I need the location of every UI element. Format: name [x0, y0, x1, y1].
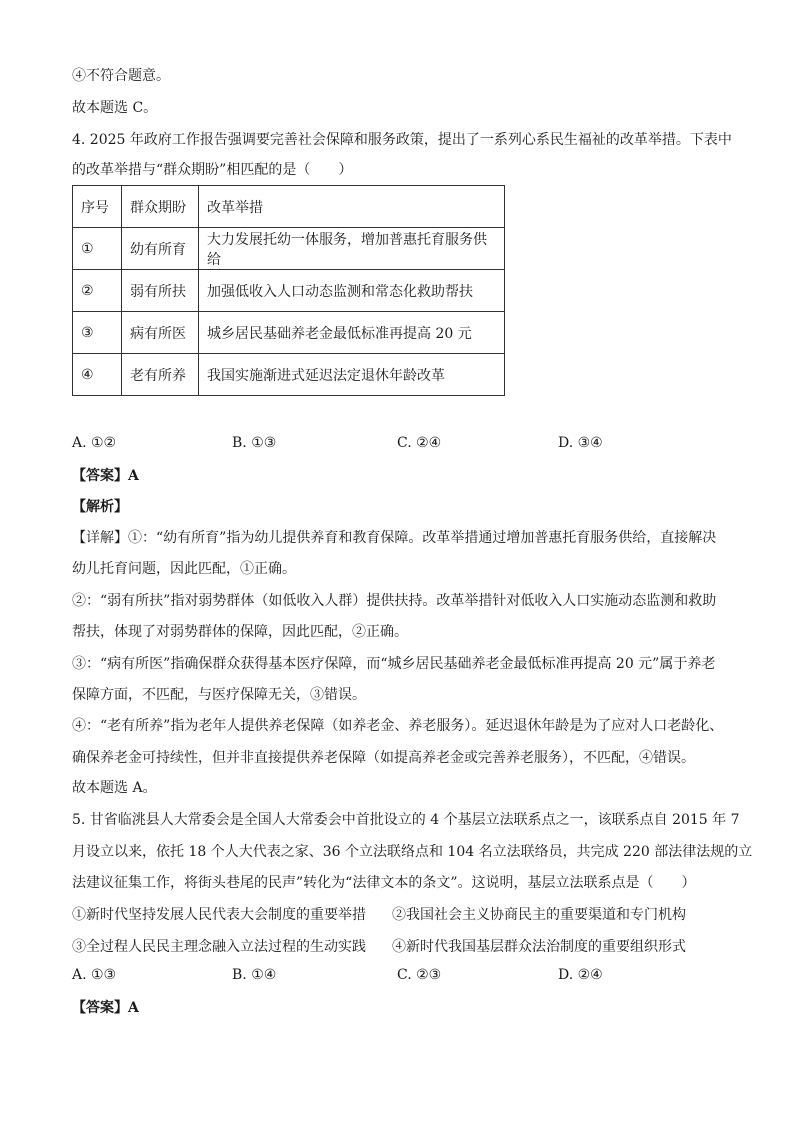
q5-options [72, 967, 632, 987]
q5-answer: 【答案】A [72, 1000, 139, 1016]
table-cell: ① [73, 228, 122, 270]
statement-1: ①新时代坚持发展人民代表大会制度的重要举措 [72, 907, 366, 923]
option-a: A. ①② [72, 435, 117, 451]
option-b: B. ①④ [232, 967, 277, 983]
reform-table [72, 185, 505, 396]
q4-detail-line: 【详解】①：“幼有所育”指为幼儿提供养育和教育保障。改革举措通过增加普惠托育服务供给，直接解决 [72, 530, 717, 546]
table-cell: 老有所养 [122, 354, 199, 396]
table-cell: 弱有所扶 [122, 270, 199, 312]
q4-detail-line: ③：“病有所医”指确保群众获得基本医疗保障，而“城乡居民基础养老金最低标准再提高 20 元”属于养老 [72, 656, 716, 672]
table-cell: ② [73, 270, 122, 312]
table-row [73, 228, 505, 270]
option-c: C. ②④ [397, 435, 442, 451]
option-b: B. ①③ [232, 435, 277, 451]
table-cell: 病有所医 [122, 312, 199, 354]
q5-statements-row [72, 936, 712, 956]
q4-detail-line: 保障方面，不匹配，与医疗保障无关，③错误。 [72, 687, 366, 703]
q4-analysis-label: 【解析】 [72, 499, 128, 515]
table-header: 序号 [73, 186, 122, 228]
q4-detail-line: 故本题选 A。 [72, 780, 157, 796]
q4-stem: 4. 2025 年政府工作报告强调要完善社会保障和服务政策，提出了一系列心系民生福祉的改革举措。下表中 [72, 132, 732, 148]
q4-detail-line: ②：“弱有所扶”指对弱势群体（如低收入人群）提供扶持。改革举措针对低收入人口实施动态监测和救助 [72, 593, 717, 609]
table-header-row [73, 186, 505, 228]
table-row [73, 312, 505, 354]
option-d: D. ②④ [558, 967, 603, 983]
intro-line: ④不符合题意。 [72, 68, 170, 84]
table-header: 改革举措 [199, 186, 505, 228]
q4-detail-line: 确保养老金可持续性，但并非直接提供养老保障（如提高养老金或完善养老服务），不匹配，④错误。 [72, 750, 695, 766]
table-cell: ③ [73, 312, 122, 354]
option-a: A. ①③ [72, 967, 117, 983]
intro-line: 故本题选 C。 [72, 100, 158, 116]
table-cell: 城乡居民基础养老金最低标准再提高 20 元 [199, 312, 505, 354]
statement-2: ②我国社会主义协商民主的重要渠道和专门机构 [392, 907, 686, 923]
q4-detail-line: 幼儿托育问题，因此匹配，①正确。 [72, 561, 296, 577]
q5-statements-row [72, 904, 712, 924]
table-cell: 我国实施渐进式延迟法定退休年龄改革 [199, 354, 505, 396]
option-d: D. ③④ [558, 435, 603, 451]
statement-3: ③全过程人民民主理念融入立法过程的生动实践 [72, 939, 366, 955]
q4-stem: 的改革举措与“群众期盼”相匹配的是（ ） [72, 162, 353, 178]
table-row [73, 354, 505, 396]
q5-stem: 5. 甘省临洮县人大常委会是全国人大常委会中首批设立的 4 个基层立法联系点之一，该联系点自 2015 年 7 [72, 812, 740, 828]
option-c: C. ②③ [397, 967, 442, 983]
q5-stem: 法建议征集工作，将街头巷尾的民声”转化为“法律文本的条文”。这说明，基层立法联系点是（ ） [72, 875, 696, 891]
table-row [73, 270, 505, 312]
statement-4: ④新时代我国基层群众法治制度的重要组织形式 [392, 939, 686, 955]
q4-detail-line: ④：“老有所养”指为老年人提供养老保障（如养老金、养老服务）。延迟退休年龄是为了应对人口老龄化、 [72, 718, 724, 734]
table-cell: 加强低收入人口动态监测和常态化救助帮扶 [199, 270, 505, 312]
table-cell: 幼有所育 [122, 228, 199, 270]
table-header: 群众期盼 [122, 186, 199, 228]
q4-answer: 【答案】A [72, 468, 139, 484]
q4-options [72, 435, 632, 455]
q4-detail-line: 帮扶，体现了对弱势群体的保障，因此匹配，②正确。 [72, 624, 408, 640]
q5-stem: 月设立以来，依托 18 个人大代表之家、36 个立法联络点和 104 名立法联络员，共完成 220 部法律法规的立 [72, 844, 753, 860]
table-cell: ④ [73, 354, 122, 396]
table-cell: 大力发展托幼一体服务，增加普惠托育服务供给 [199, 228, 505, 270]
